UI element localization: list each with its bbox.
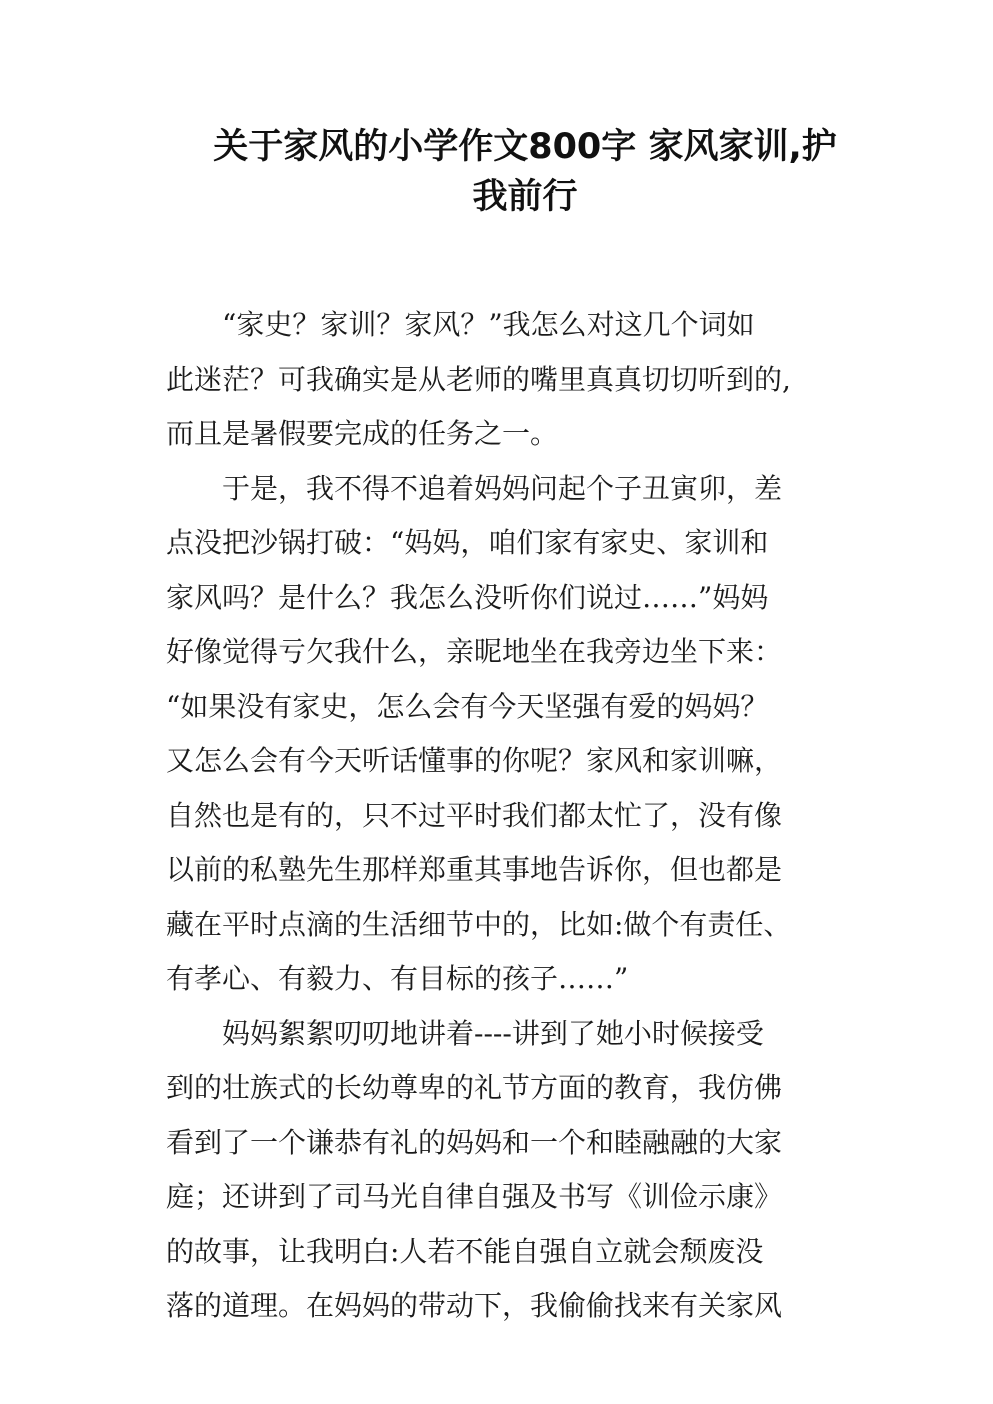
- text-line: “家史？家训？家风？”我怎么对这几个词如: [222, 308, 755, 341]
- text-line: 的故事，让我明白:人若不能自强自立就会颓废没: [166, 1234, 764, 1268]
- title-line: 我前行: [472, 177, 578, 217]
- text-line: 于是，我不得不追着妈妈问起个子丑寅卯，差: [222, 471, 783, 505]
- text-line: 自然也是有的，只不过平时我们都太忙了，没有像: [166, 798, 783, 832]
- text-line: 藏在平时点滴的生活细节中的，比如:做个有责任、: [166, 907, 792, 941]
- document-title: [160, 122, 890, 222]
- essay-body: [166, 298, 846, 1334]
- text-line: 点没把沙锅打破：“妈妈，咱们家有家史、家训和: [166, 526, 769, 559]
- text-line: 又怎么会有今天听话懂事的你呢？家风和家训嘛，: [166, 744, 783, 777]
- text-line: 好像觉得亏欠我什么，亲昵地坐在我旁边坐下来：: [166, 635, 783, 668]
- text-line: 庭；还讲到了司马光自律自强及书写《训俭示康》: [166, 1180, 783, 1213]
- text-line: 有孝心、有毅力、有目标的孩子……”: [166, 962, 629, 995]
- text-line: 以前的私塾先生那样郑重其事地告诉你，但也都是: [166, 853, 783, 886]
- text-line: 看到了一个谦恭有礼的妈妈和一个和睦融融的大家: [166, 1125, 783, 1159]
- text-line: 到的壮族式的长幼尊卑的礼节方面的教育，我仿佛: [166, 1071, 783, 1104]
- text-line: 家风吗？是什么？我怎么没听你们说过……”妈妈: [166, 580, 769, 614]
- text-line: 而且是暑假要完成的任务之一。: [166, 417, 559, 450]
- text-line: 落的道理。在妈妈的带动下，我偷偷找来有关家风: [166, 1289, 783, 1322]
- text-line: 此迷茫？可我确实是从老师的嘴里真真切切听到的,: [166, 362, 791, 396]
- text-line: “如果没有家史，怎么会有今天坚强有爱的妈妈？: [166, 689, 769, 723]
- text-line: 妈妈絮絮叨叨地讲着----讲到了她小时候接受: [222, 1016, 764, 1050]
- title-line: 关于家风的小学作文800字 家风家训,护: [213, 127, 837, 167]
